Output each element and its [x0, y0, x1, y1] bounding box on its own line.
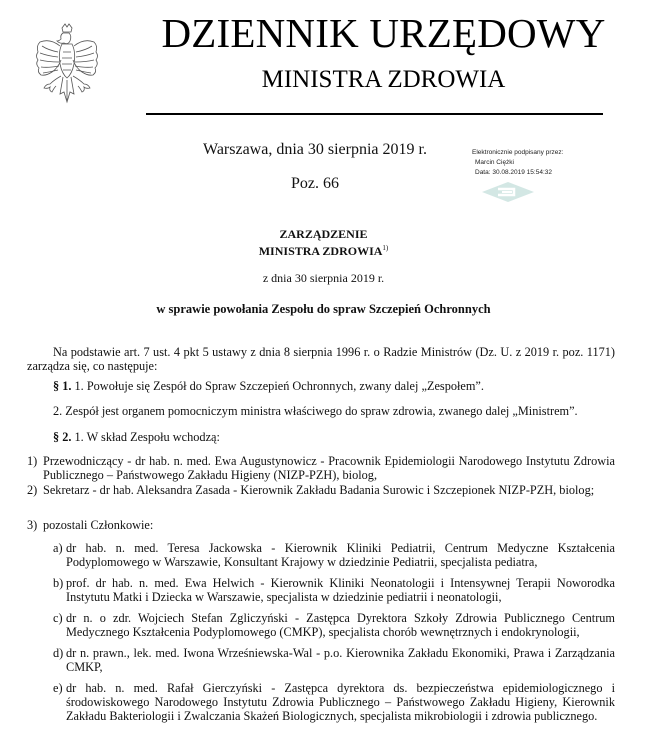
list-item-text: Sekretarz - dr hab. Aleksandra Zasada - Kierownik Zakładu Badania Surowic i Szczepionek NIZP-PZH, biolog;	[43, 483, 595, 497]
act-date: z dnia 30 sierpnia 2019 r.	[262, 271, 385, 285]
member-item-label: e)	[53, 681, 63, 695]
signature-label: Elektronicznie podpisany przez:	[472, 149, 564, 156]
member-item-text: dr hab. n. med. Rafał Gierczyński - Zastępca dyrektora ds. bezpieczeństwa epidemiologicznego i środowiskowego Narodowego Instytutu Zdrowia Publicznego – Państwowego Zakładu Higieny, Kierownik Zakładu Bakteriologii i Zwalczania Skażeń Biologicznych, specjalista mikrobiologii i zdrowia publicznego.	[66, 681, 615, 723]
signature-signer: Marcin Ciężki	[475, 159, 515, 166]
list-item-label: 2)	[27, 483, 38, 497]
act-type: ZARZĄDZENIE	[279, 227, 368, 241]
header-divider	[146, 113, 603, 115]
member-item-text: dr hab. n. med. Teresa Jackowska - Kierownik Kliniki Pediatrii, Centrum Medyczne Kształcenia Podyplomowego w Warszawie, Konsultant Krajowy w dziedzinie Pediatrii, specjalista pediatra,	[66, 541, 615, 569]
paragraph-1-2	[53, 404, 615, 418]
section-mark: § 1.	[53, 379, 72, 393]
list-item	[27, 483, 615, 497]
member-item	[53, 576, 615, 604]
member-item	[53, 541, 615, 569]
member-item	[53, 681, 615, 723]
journal-subtitle: MINISTRA ZDROWIA	[261, 66, 506, 93]
member-item	[53, 611, 615, 639]
act-issuer	[0, 241, 647, 258]
member-item-text: dr n. o zdr. Wojciech Stefan Zgliczyński - Zastępca Dyrektora Szkoły Zdrowia Publicznego Centrum Medycznego Kształcenia Podyplomowego (CMKP), specjalista chorób wewnętrznych i endokrynologii,	[66, 611, 615, 639]
paragraph-2-1	[53, 430, 615, 444]
act-subject: w sprawie powołania Zespołu do spraw Szczepień Ochronnych	[156, 302, 491, 316]
member-item-text: prof. dr hab. n. med. Ewa Helwich - Kierownik Kliniki Neonatologii i Intensywnej Terapii Noworodka Instytutu Matki i Dziecka w Warszawie, specjalista w dziedzinie pediatrii i neonatologii,	[66, 576, 615, 604]
preamble: Na podstawie art. 7 ust. 4 pkt 5 ustawy z dnia 8 sierpnia 1996 r. o Radzie Ministrów (Dz. U. z 2019 r. poz. 1171) zarządza się, co następuje:	[27, 345, 615, 373]
list-item-label: 1)	[27, 454, 38, 468]
paragraph-text: 1. W skład Zespołu wchodzą:	[71, 430, 220, 444]
member-item	[53, 646, 615, 674]
list-item	[27, 518, 615, 532]
list-item-label: 3)	[27, 518, 38, 532]
section-mark: § 2.	[53, 430, 72, 444]
act-issuer-text: MINISTRA ZDROWIA	[258, 244, 383, 258]
footnote-marker: 1)	[382, 244, 389, 252]
member-item-label: c)	[53, 611, 63, 625]
paragraph-1-1	[53, 379, 615, 393]
member-item-label: a)	[53, 541, 63, 555]
electronic-signature-block	[472, 148, 622, 178]
position-number: Poz. 66	[291, 175, 339, 192]
e-signature-logo-icon	[480, 181, 536, 203]
list-item	[27, 454, 615, 482]
member-item-text: dr n. prawn., lek. med. Iwona Wrześniewska-Wal - p.o. Kierownika Zakładu Ekonomiki, Prawa i Zarządzania CMKP,	[66, 646, 615, 674]
list-item-text: Przewodniczący - dr hab. n. med. Ewa Augustynowicz - Pracownik Epidemiologii Narodowego Instytutu Zdrowia Publicznego – Państwowego Zakładu Higieny (NIZP-PZH), biolog,	[43, 454, 615, 482]
list-item-text: pozostali Członkowie:	[43, 518, 154, 532]
member-item-label: b)	[53, 576, 64, 590]
signature-date: Data: 30.08.2019 15:54:32	[475, 169, 552, 176]
polish-eagle-emblem-icon	[32, 22, 102, 117]
paragraph-text: 2. Zespół jest organem pomocniczym ministra właściwego do spraw zdrowia, zwanego dalej „Ministrem”.	[53, 404, 578, 418]
paragraph-text: 1. Powołuje się Zespół do Spraw Szczepień Ochronnych, zwany dalej „Zespołem”.	[71, 379, 484, 393]
place-and-date: Warszawa, dnia 30 sierpnia 2019 r.	[203, 141, 427, 158]
journal-title: DZIENNIK URZĘDOWY	[161, 10, 606, 56]
member-item-label: d)	[53, 646, 64, 660]
